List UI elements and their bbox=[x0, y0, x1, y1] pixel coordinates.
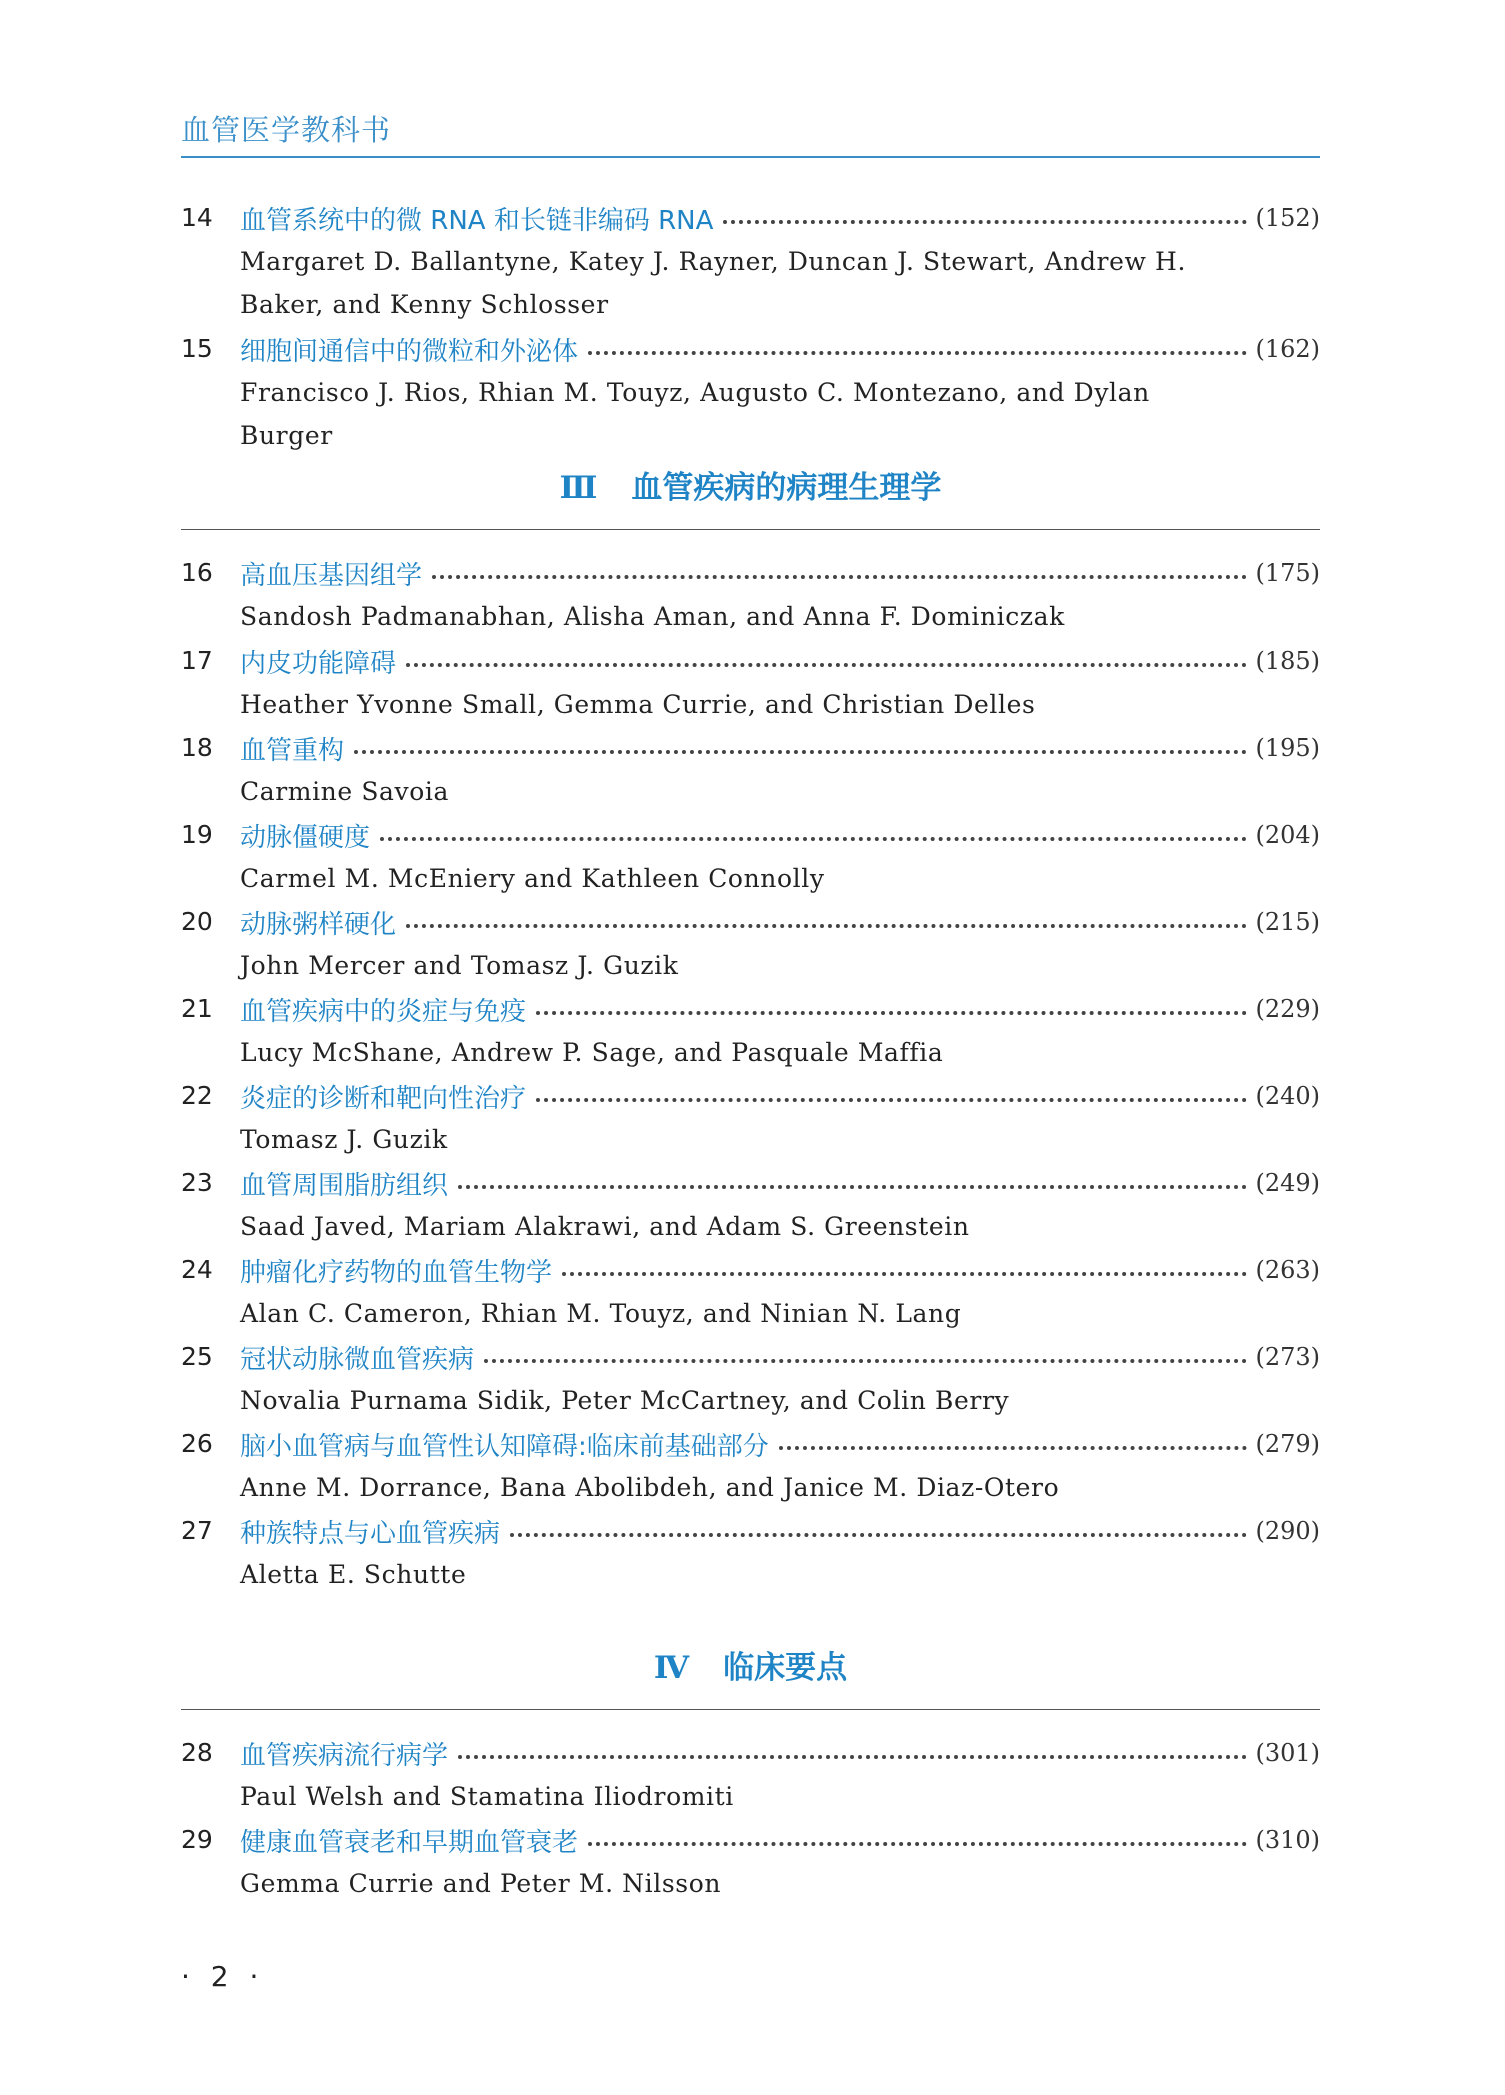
dot-leader bbox=[484, 1359, 1247, 1363]
chapter-title[interactable]: 血管疾病流行病学 bbox=[240, 1740, 449, 1771]
dot-leader bbox=[380, 837, 1247, 841]
toc-entry-27[interactable] bbox=[0, 1509, 1505, 1597]
toc-entry-17[interactable] bbox=[0, 639, 1505, 727]
page-number: · 2 · bbox=[181, 1960, 265, 1993]
dot-leader bbox=[354, 750, 1247, 754]
section-title: 临床要点 bbox=[723, 1650, 848, 1686]
chapter-authors: Novalia Purnama Sidik, Peter McCartney, and Colin Berry bbox=[240, 1386, 1010, 1415]
toc-entry-28[interactable] bbox=[0, 1731, 1505, 1819]
page-reference: (273) bbox=[1255, 1343, 1320, 1371]
toc-entry-20[interactable] bbox=[0, 900, 1505, 988]
chapter-authors: Carmel M. McEniery and Kathleen Connolly bbox=[240, 864, 825, 893]
chapter-authors: Gemma Currie and Peter M. Nilsson bbox=[240, 1869, 722, 1898]
page-reference: (290) bbox=[1255, 1517, 1320, 1545]
chapter-number: 28 bbox=[181, 1738, 213, 1767]
section-numeral: Ⅲ bbox=[559, 470, 598, 506]
chapter-number: 19 bbox=[181, 820, 213, 849]
page-reference: (310) bbox=[1255, 1826, 1320, 1854]
chapter-number: 29 bbox=[181, 1825, 213, 1854]
chapter-number: 24 bbox=[181, 1255, 213, 1284]
dot-leader bbox=[562, 1272, 1247, 1276]
toc-entry-26[interactable] bbox=[0, 1422, 1505, 1510]
toc-entry-25[interactable] bbox=[0, 1335, 1505, 1423]
chapter-number: 14 bbox=[181, 203, 213, 232]
chapter-title[interactable]: 种族特点与心血管疾病 bbox=[240, 1518, 501, 1549]
toc-entry-19[interactable] bbox=[0, 813, 1505, 901]
chapter-title[interactable]: 血管系统中的微 RNA 和长链非编码 RNA bbox=[240, 205, 714, 236]
dot-leader bbox=[588, 351, 1247, 355]
section-rule bbox=[181, 1709, 1320, 1710]
toc-entry-15[interactable] bbox=[0, 327, 1505, 450]
page-reference: (204) bbox=[1255, 821, 1320, 849]
chapter-number: 16 bbox=[181, 558, 213, 587]
chapter-authors: Carmine Savoia bbox=[240, 777, 450, 806]
chapter-title[interactable]: 肿瘤化疗药物的血管生物学 bbox=[240, 1257, 553, 1288]
toc-entry-21[interactable] bbox=[0, 987, 1505, 1075]
dot-leader bbox=[406, 663, 1247, 667]
section-rule bbox=[181, 529, 1320, 530]
toc-entry-24[interactable] bbox=[0, 1248, 1505, 1336]
toc-entry-16[interactable] bbox=[0, 551, 1505, 639]
chapter-number: 26 bbox=[181, 1429, 213, 1458]
running-title: 血管医学教科书 bbox=[181, 113, 392, 147]
toc-entry-14[interactable] bbox=[0, 196, 1505, 326]
chapter-title[interactable]: 健康血管衰老和早期血管衰老 bbox=[240, 1827, 579, 1858]
chapter-title[interactable]: 内皮功能障碍 bbox=[240, 648, 397, 679]
dot-leader bbox=[510, 1533, 1247, 1537]
chapter-number: 22 bbox=[181, 1081, 213, 1110]
dot-leader bbox=[458, 1185, 1247, 1189]
chapter-title[interactable]: 动脉粥样硬化 bbox=[240, 909, 397, 940]
section-heading-iii bbox=[181, 462, 1320, 507]
page-reference: (152) bbox=[1255, 204, 1320, 232]
chapter-authors: Saad Javed, Mariam Alakrawi, and Adam S. Greenstein bbox=[240, 1212, 970, 1241]
chapter-number: 15 bbox=[181, 334, 213, 363]
chapter-number: 23 bbox=[181, 1168, 213, 1197]
page-reference: (215) bbox=[1255, 908, 1320, 936]
section-numeral: Ⅳ bbox=[653, 1650, 690, 1686]
chapter-number: 27 bbox=[181, 1516, 213, 1545]
dot-leader bbox=[723, 220, 1247, 224]
chapter-authors: Francisco J. Rios, Rhian M. Touyz, Augusto C. Montezano, and Dylan Burger bbox=[240, 378, 1150, 450]
toc-entry-18[interactable] bbox=[0, 726, 1505, 814]
chapter-title[interactable]: 血管疾病中的炎症与免疫 bbox=[240, 996, 527, 1027]
dot-leader bbox=[536, 1098, 1247, 1102]
chapter-number: 21 bbox=[181, 994, 213, 1023]
chapter-authors: John Mercer and Tomasz J. Guzik bbox=[240, 951, 679, 980]
page-reference: (185) bbox=[1255, 647, 1320, 675]
chapter-authors: Heather Yvonne Small, Gemma Currie, and Christian Delles bbox=[240, 690, 1036, 719]
chapter-authors: Tomasz J. Guzik bbox=[240, 1125, 448, 1154]
chapter-authors: Lucy McShane, Andrew P. Sage, and Pasquale Maffia bbox=[240, 1038, 944, 1067]
chapter-title[interactable]: 炎症的诊断和靶向性治疗 bbox=[240, 1083, 527, 1114]
chapter-title[interactable]: 动脉僵硬度 bbox=[240, 822, 371, 853]
page-reference: (263) bbox=[1255, 1256, 1320, 1284]
chapter-title[interactable]: 血管重构 bbox=[240, 735, 345, 766]
chapter-authors: Alan C. Cameron, Rhian M. Touyz, and Ninian N. Lang bbox=[240, 1299, 962, 1328]
chapter-title[interactable]: 血管周围脂肪组织 bbox=[240, 1170, 449, 1201]
chapter-title[interactable]: 细胞间通信中的微粒和外泌体 bbox=[240, 336, 579, 367]
chapter-authors: Paul Welsh and Stamatina Iliodromiti bbox=[240, 1782, 734, 1811]
page-reference: (175) bbox=[1255, 559, 1320, 587]
toc-entry-29[interactable] bbox=[0, 1818, 1505, 1906]
chapter-authors: Anne M. Dorrance, Bana Abolibdeh, and Janice M. Diaz-Otero bbox=[240, 1473, 1060, 1502]
chapter-number: 20 bbox=[181, 907, 213, 936]
chapter-number: 18 bbox=[181, 733, 213, 762]
dot-leader bbox=[458, 1755, 1247, 1759]
dot-leader bbox=[536, 1011, 1247, 1015]
chapter-authors: Margaret D. Ballantyne, Katey J. Rayner, Duncan J. Stewart, Andrew H. Baker, and Kenny Schlosser bbox=[240, 247, 1187, 319]
section-title: 血管疾病的病理生理学 bbox=[631, 470, 942, 506]
page-reference: (279) bbox=[1255, 1430, 1320, 1458]
chapter-number: 25 bbox=[181, 1342, 213, 1371]
chapter-title[interactable]: 脑小血管病与血管性认知障碍:临床前基础部分 bbox=[240, 1431, 769, 1462]
toc-entry-23[interactable] bbox=[0, 1161, 1505, 1249]
chapter-title[interactable]: 冠状动脉微血管疾病 bbox=[240, 1344, 475, 1375]
chapter-authors: Aletta E. Schutte bbox=[240, 1560, 467, 1589]
page-reference: (240) bbox=[1255, 1082, 1320, 1110]
toc-entry-22[interactable] bbox=[0, 1074, 1505, 1162]
chapter-title[interactable]: 高血压基因组学 bbox=[240, 560, 423, 591]
dot-leader bbox=[406, 924, 1247, 928]
chapter-authors: Sandosh Padmanabhan, Alisha Aman, and Anna F. Dominiczak bbox=[240, 602, 1065, 631]
page-reference: (229) bbox=[1255, 995, 1320, 1023]
header-rule bbox=[181, 156, 1320, 158]
page-reference: (195) bbox=[1255, 734, 1320, 762]
page-reference: (249) bbox=[1255, 1169, 1320, 1197]
section-heading-iv bbox=[181, 1642, 1320, 1687]
page-reference: (162) bbox=[1255, 335, 1320, 363]
dot-leader bbox=[432, 575, 1247, 579]
chapter-number: 17 bbox=[181, 646, 213, 675]
dot-leader bbox=[779, 1446, 1248, 1450]
dot-leader bbox=[588, 1842, 1247, 1846]
page-reference: (301) bbox=[1255, 1739, 1320, 1767]
